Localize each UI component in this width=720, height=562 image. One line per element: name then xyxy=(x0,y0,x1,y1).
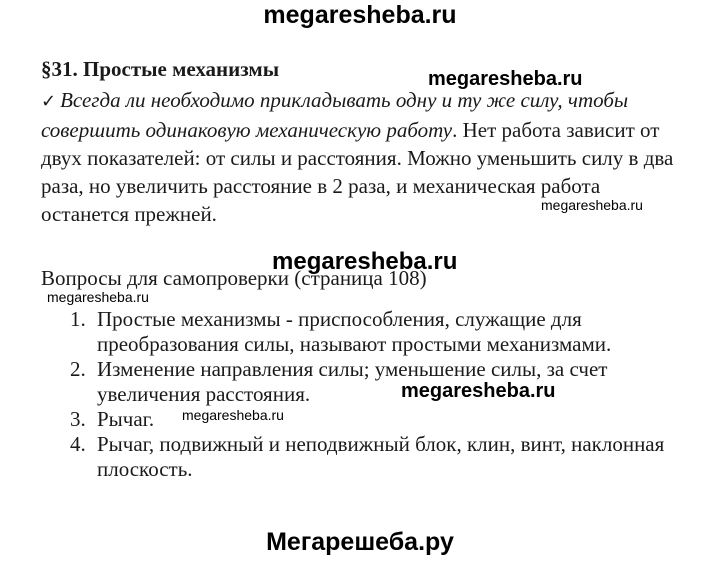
item-number: 1. xyxy=(70,307,86,331)
question-text: Всегда ли необходимо прикладывать одну и ту же силу, чтобы совершить одинаковую механическую работу xyxy=(41,88,629,142)
item-text: Простые механизмы - приспособления, служащие для преобразования силы, называют простыми механизмами. xyxy=(97,307,612,356)
list-item xyxy=(70,407,690,432)
item-text: Изменение направления силы; уменьшение силы, за счет увеличения расстояния. xyxy=(97,357,608,406)
item-number: 3. xyxy=(70,407,86,431)
section-title: §31. Простые механизмы xyxy=(41,57,280,81)
item-number: 2. xyxy=(70,357,86,381)
watermark: megaresheba.ru xyxy=(541,197,643,213)
question-end: . xyxy=(452,118,458,142)
item-number: 4. xyxy=(70,432,86,456)
check-mark-icon: ✓ xyxy=(41,91,57,112)
watermark-top: megaresheba.ru xyxy=(263,1,457,29)
watermark-bottom: Мегарешеба.ру xyxy=(266,528,454,556)
list-item xyxy=(70,307,690,357)
watermark: megaresheba.ru xyxy=(401,380,556,402)
watermark: megaresheba.ru xyxy=(47,289,149,305)
self-check-title: Вопросы для самопроверки (страница 108) xyxy=(41,266,427,290)
list-item xyxy=(70,432,690,482)
item-text: Рычаг, подвижный и неподвижный блок, клин, винт, наклонная плоскость. xyxy=(97,432,665,481)
list-item xyxy=(70,357,690,407)
watermark: megaresheba.ru xyxy=(272,248,458,275)
answer-text: Нет работа зависит от двух показателей: от силы и расстояния. Можно уменьшить силу в два раза, но увеличить расстояние в 2 раза, и механическая работа останется прежней. xyxy=(41,118,674,226)
self-check-list xyxy=(70,307,690,482)
watermark: megaresheba.ru xyxy=(428,68,583,90)
item-text: Рычаг. xyxy=(97,407,155,431)
watermark: megaresheba.ru xyxy=(182,407,284,423)
